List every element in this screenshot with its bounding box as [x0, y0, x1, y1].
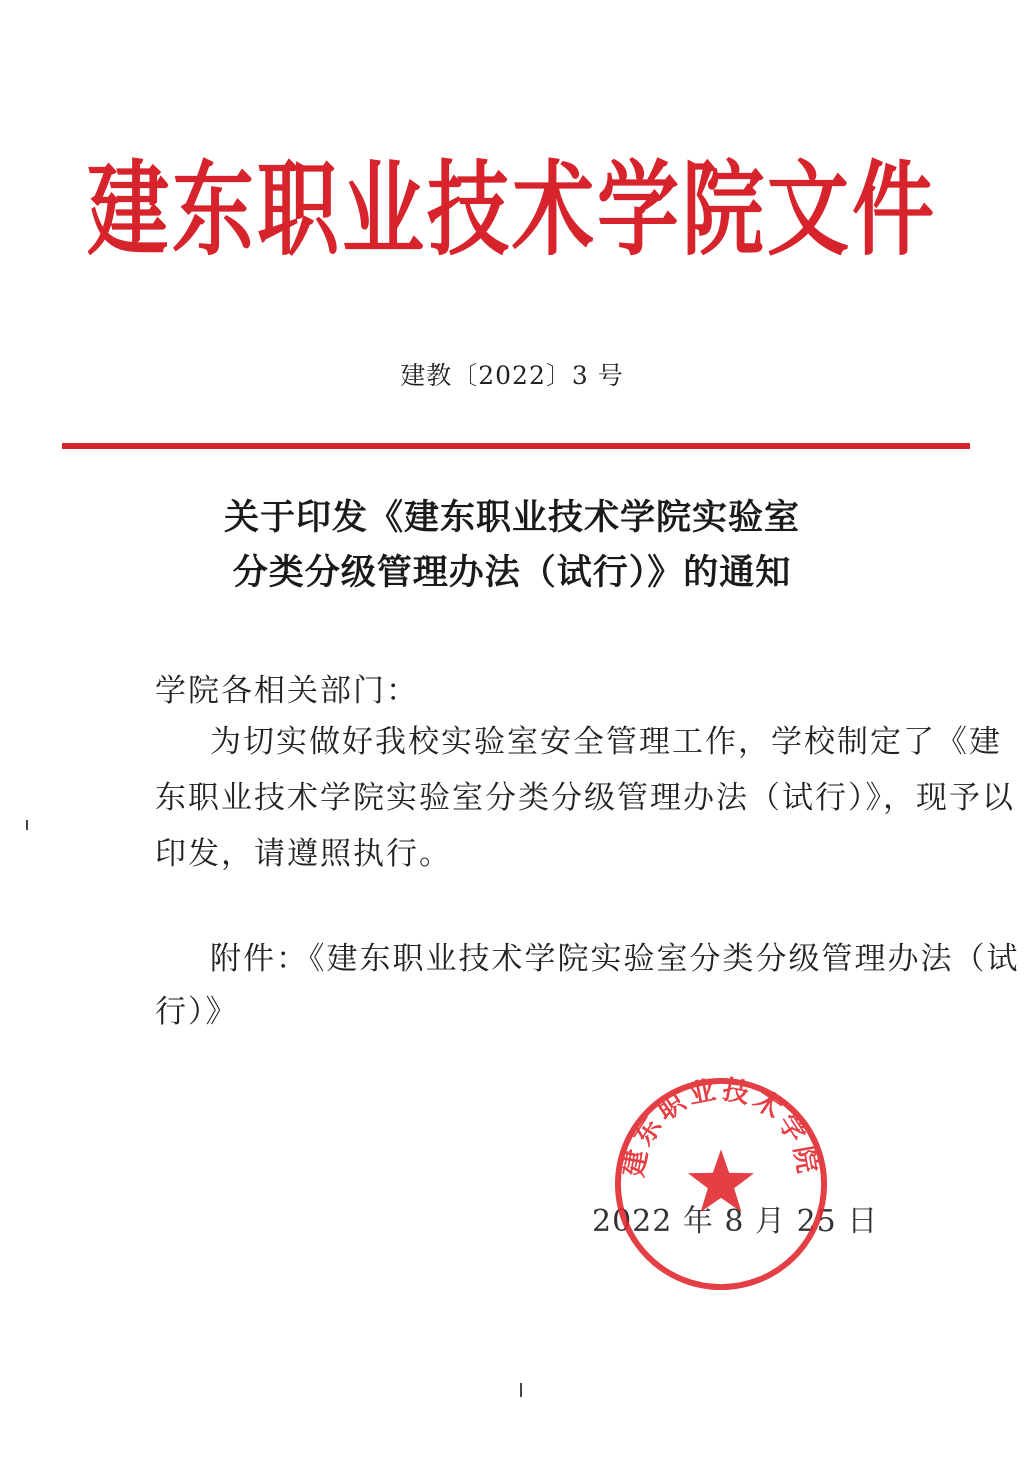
official-seal-stamp [612, 1075, 830, 1293]
issue-date: 2022 年 8 月 25 日 [592, 1204, 879, 1239]
body-paragraph-line: 为切实做好我校实验室安全管理工作，学校制定了《建 [210, 724, 1002, 760]
salutation: 学院各相关部门： [155, 673, 419, 709]
attachment-line: 行）》 [155, 994, 239, 1030]
scan-mark [520, 1383, 522, 1397]
notice-title-line-1: 关于印发《建东职业技术学院实验室 [223, 498, 800, 538]
notice-title-line-2: 分类分级管理办法（试行）》的通知 [232, 553, 792, 593]
document-header-title: 建东职业技术学院文件 [86, 151, 937, 270]
document-number: 建教〔2022〕3 号 [400, 361, 624, 390]
red-divider-line [62, 443, 970, 449]
body-paragraph-line: 东职业技术学院实验室分类分级管理办法（试行）》，现予以 [155, 780, 1015, 816]
body-paragraph-line: 印发，请遵照执行。 [155, 836, 452, 872]
attachment-line: 附件：《建东职业技术学院实验室分类分级管理办法（试 [210, 941, 1020, 977]
seal-text: 建东职业技术学院 [618, 1075, 824, 1180]
seal-star-icon [688, 1149, 754, 1212]
scan-mark [26, 820, 28, 830]
